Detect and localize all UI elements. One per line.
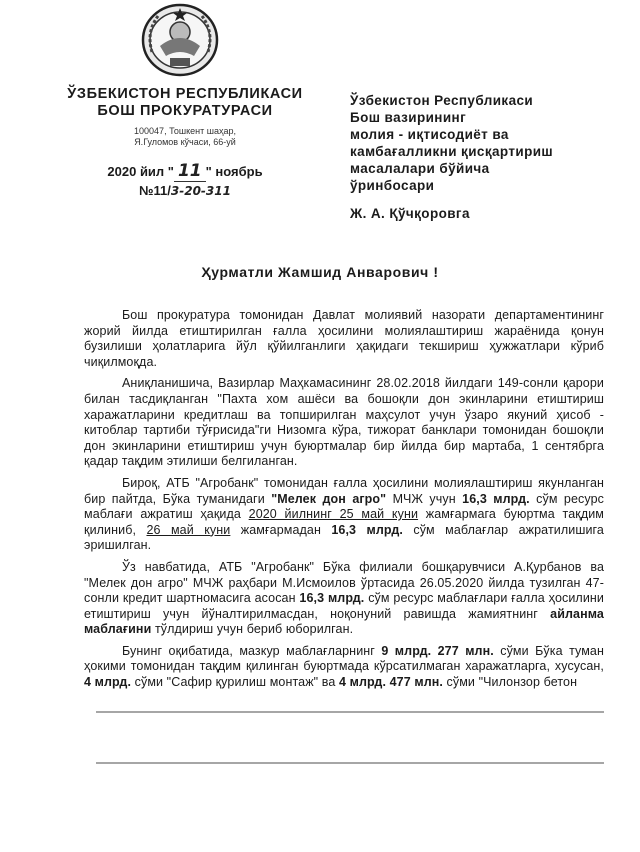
p3-text-a: Бироқ, АТБ "Агробанк" томонидан ғалла ҳосилини молиялаштириш якунланган бир пайтда, Бўка туманидаги	[84, 475, 604, 506]
paragraph-2: Аниқланишича, Вазирлар Маҳкамасининг 28.02.2018 йилдаги 149-сонли қарори билан тасдиқланган "Пахта хом ашёси ва бошоқли дон экинларини етиштириш харажатларини кредитлаш ва топширилган маҳсулот учун ўзаро якуний ҳисоб - китоблар тартиби тўғрисида"ги Низомга кўра, тижорат банклари томонидан бошоқли дон экинларини етиштириш учун буюртмалар бир йилда бир мартаба, 1 сентябрга қадар тақдим этилиши белгиланган.	[84, 376, 604, 469]
p4-text-a: Ўз навбатида, АТБ "Агробанк" Бўка филиали бошқарувчиси А.Қурбанов ва "Мелек дон агро" МЧЖ раҳбари М.Исмоилов ўртасида 26.05.2020 йилда тузилган 47-сонли кредит шартномасига асосан	[84, 559, 604, 606]
p4-working-capital: айланма маблағини	[84, 606, 604, 637]
paragraph-4	[84, 560, 604, 638]
p4-amount: 16,3 млрд.	[299, 591, 365, 606]
addressee-line3: молия - иқтисодиёт ва	[350, 127, 509, 142]
p4-text-c: сўм ресурс маблағлари ғалла ҳосилини етиштириш учун йўналтирилмасдан, ноқонуний равишда жамиятнинг	[84, 591, 604, 621]
number-prefix: №11/	[139, 183, 171, 198]
greeting: Ҳурматли Жамшид Анварович !	[201, 264, 439, 280]
p5-text-c: сўми Бўка туман ҳокими томонидан тақдим қилинган буюртмада кўрсатилмаган харажатларга, хусусан,	[84, 643, 604, 674]
addressee-line6: ўринбосари	[350, 178, 435, 193]
paragraph-3	[84, 476, 604, 554]
pen-stroke-mark	[96, 762, 604, 764]
addressee-name: Ж. А. Қўчқоровга	[350, 206, 470, 221]
state-emblem-icon	[140, 2, 220, 78]
letter-body	[84, 308, 604, 697]
sender-address-line2: Я.Гуломов кўчаси, 66-уй	[134, 137, 236, 147]
date-day-handwritten: 11	[174, 161, 206, 182]
number-handwritten: 3-20-311	[170, 184, 231, 198]
p3-text-g: жамғармага буюртма тақдим қилиниб,	[84, 507, 604, 537]
p3-text-i: жамғармадан	[230, 522, 332, 537]
p3-amount-2: 16,3 млрд.	[331, 522, 403, 537]
sender-header	[50, 86, 320, 198]
paragraph-5	[84, 644, 604, 691]
p5-text-g: сўми "Чилонзор бетон	[442, 675, 578, 690]
p3-company-name: "Мелек дон агро"	[271, 491, 387, 506]
addressee-line1: Ўзбекистон Республикаси	[350, 93, 534, 108]
letter-date	[50, 162, 320, 181]
addressee-line2: Бош вазирининг	[350, 110, 467, 125]
sender-org-line2: БОШ ПРОКУРАТУРАСИ	[97, 103, 273, 119]
sender-address-line1: 100047, Тошкент шаҳар,	[134, 126, 236, 136]
p3-text-k: сўм маблағлар ажратилишига эришилган.	[84, 522, 604, 553]
addressee-line5: масалалари бўйича	[350, 161, 490, 176]
p4-text-e: тўлдириш учун бериб юборилган.	[151, 622, 354, 637]
p3-text-e: сўм ресурс маблағи ажратиш ҳақида	[84, 491, 604, 522]
p5-amount-1: 9 млрд. 277 млн.	[381, 643, 494, 658]
addressee-block	[350, 92, 620, 221]
p5-amount-3: 4 млрд. 477 млн.	[339, 675, 443, 690]
date-suffix: " ноябрь	[205, 164, 263, 179]
p3-date-underlined-1: 2020 йилнинг 25 май куни	[248, 507, 419, 522]
p3-date-underlined-2: 26 май куни	[146, 522, 231, 537]
p3-amount-1: 16,3 млрд.	[462, 491, 530, 506]
date-prefix: 2020 йил "	[107, 164, 174, 179]
p3-text-c: МЧЖ учун	[386, 491, 463, 506]
p5-text-a: Бунинг оқибатида, мазкур маблағларнинг	[122, 643, 382, 658]
pen-stroke-mark	[96, 711, 604, 713]
letter-number	[50, 183, 320, 198]
p5-amount-2: 4 млрд.	[84, 675, 132, 690]
addressee-line4: камбағалликни қисқартириш	[350, 144, 554, 159]
p5-text-e: сўми "Сафир қурилиш монтаж" ва	[131, 675, 339, 690]
sender-org-line1: ЎЗБЕКИСТОН РЕСПУБЛИКАСИ	[67, 86, 303, 102]
paragraph-1: Бош прокуратура томонидан Давлат молиявий назорати департаментининг жорий йилда етиштирилган ғалла ҳосилини молиялаштириш жараёнида қонун бузилиши ҳолатларига йўл қўйилганлиги ҳақидаги текшириш ҳужжатлари кўриб чиқилмоқда.	[84, 308, 604, 369]
